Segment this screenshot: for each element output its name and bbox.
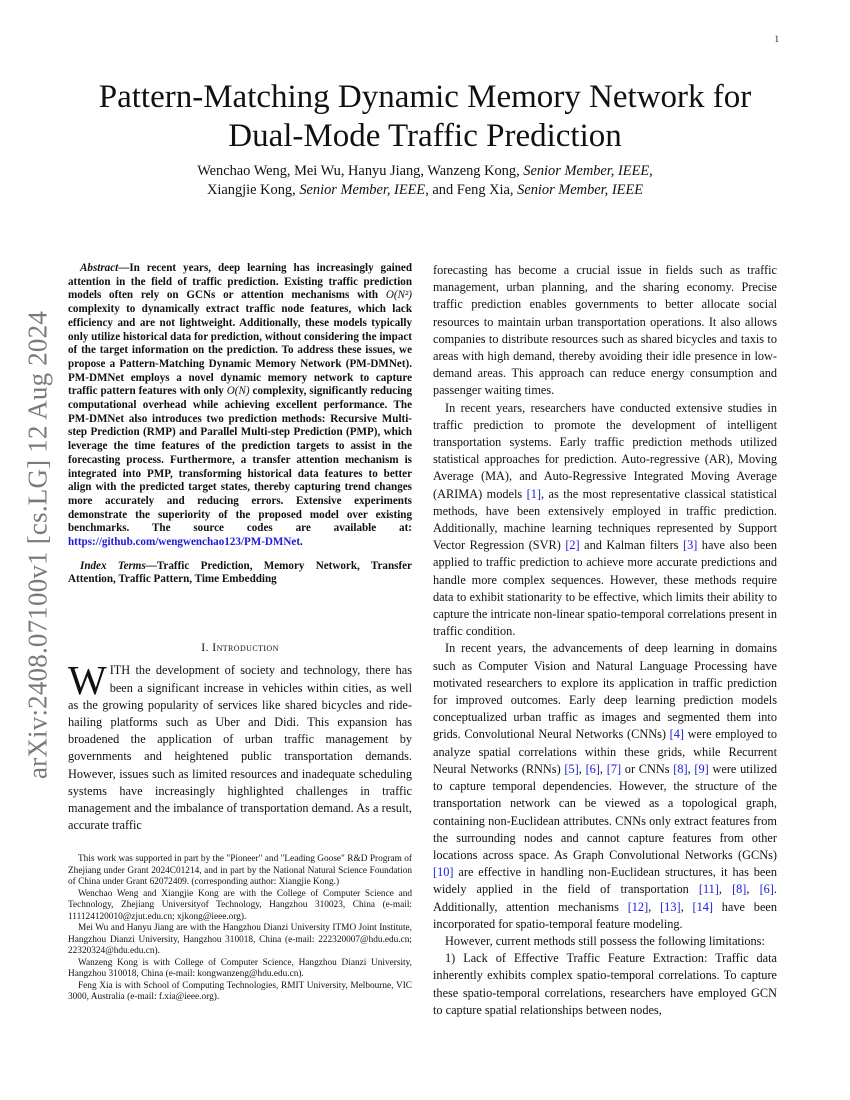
author-membership: Senior Member, IEEE <box>523 163 650 179</box>
right-column <box>433 262 777 1019</box>
citation-link[interactable]: [11] <box>698 882 719 897</box>
body-paragraph <box>433 640 777 932</box>
index-terms-label: Index Terms <box>80 559 146 572</box>
text: have also been applied to traffic prediction to achieve more accurate predictions and handle more complex sequences. However, these methods require data to exhibit stationarity to be effective, which limits their ability to capture the intricate non-linear spatio-temporal correlations present in traffic condition. <box>433 538 777 639</box>
math-complexity: O(N²) <box>385 289 412 302</box>
abstract-end: . <box>300 536 303 549</box>
text: or CNNs <box>621 761 674 776</box>
citation-link[interactable]: [7] <box>606 761 622 776</box>
text: , <box>687 761 695 776</box>
title-line-1: Pattern-Matching Dynamic Memory Network for <box>98 79 752 115</box>
math-complexity: O(N) <box>226 385 250 398</box>
citation-link[interactable]: [8] <box>673 761 688 776</box>
author-names-3: , and Feng Xia, <box>425 182 514 198</box>
index-terms <box>68 560 412 587</box>
abstract-text: —In recent years, deep learning has increasingly gained attention in the field of traffic prediction. Existing traffic prediction models often rely on GCNs or attention mechanisms with <box>68 262 412 302</box>
text: , <box>746 882 760 897</box>
section-heading-introduction <box>68 639 412 656</box>
citation-link[interactable]: [6] <box>759 882 774 897</box>
citation-link[interactable]: [12] <box>627 899 649 914</box>
text: In recent years, the advancements of deep learning in domains such as Computer Vision and Natural Language Processing have motivated researchers to explore its application in traffic prediction for improved outcomes. Early deep learning prediction models conceptualized urban traffic as images and segmented them into grids. Convolutional Neural Networks (CNNs) <box>433 641 777 742</box>
author-list <box>60 162 790 200</box>
footnote: Mei Wu and Hanyu Jiang are with the Hangzhou Dianzi University ITMO Joint Institute, Hangzhou Dianzi University, Hangzhou 310018, China (e-mail: 222320007@hdu.edu.cn; 22320324@hdu.edu.cn). <box>68 923 412 957</box>
abstract <box>68 262 412 550</box>
author-sep: , <box>649 163 653 179</box>
abstract-label: Abstract <box>80 262 119 274</box>
citation-link[interactable]: [14] <box>692 899 713 914</box>
text: , <box>578 761 586 776</box>
author-line-1 <box>60 162 790 181</box>
citation-link[interactable]: [4] <box>669 727 684 742</box>
text: , <box>680 899 693 914</box>
author-line-2 <box>60 181 790 200</box>
abstract-text: complexity, significantly reducing computational overhead while achieving excellent performance. The PM-DMNet also introduces two prediction methods: Recursive Multi-step Prediction (RMP) and Parallel Multi-step Prediction (PMP), which leverage the time features of the prediction targets to assist in the forecasting process. Furthermore, a transfer attention mechanism is integrated into PMP, transforming historical data features to better align with the predicted target states, thereby capturing trend changes more accurately and reducing errors. Extensive experiments demonstrate the superiority of the proposed model over existing benchmarks. The source codes are available at: <box>68 385 412 535</box>
arxiv-stamp-text: arXiv:2408.07100v1 [cs.LG] 12 Aug 2024 <box>22 310 53 780</box>
footnote: Wenchao Weng and Xiangjie Kong are with the College of Computer Science and Technology, Zhejiang Universityof Technology, Hangzhou 310023, China (e-mail: 111124120010@zjut.edu.cn; xjkong@ieee.org). <box>68 888 412 922</box>
citation-link[interactable]: [6] <box>585 761 600 776</box>
citation-link[interactable]: [8] <box>732 882 747 897</box>
text: are effective in handling non-Euclidean structures, it has been widely applied in the field of transportation <box>433 865 777 897</box>
text: , as the most representative classical statistical methods, have been extensively employed in traffic prediction. Additionally, machine learning techniques represented by Support Vector Regression (SVR) <box>433 486 777 553</box>
author-names-1: Wenchao Weng, Mei Wu, Hanyu Jiang, Wanzeng Kong, <box>197 163 520 179</box>
footnote: Wanzeng Kong is with College of Computer Science, Hangzhou Dianzi University, Hangzhou 310018, China (e-mail: kongwanzeng@hdu.edu.cn). <box>68 957 412 980</box>
paper-title <box>60 78 790 156</box>
text: were utilized to capture temporal dependencies. However, the structure of the transportation network can be viewed as a topological graph, containing non-Euclidean attributes. CNNs only extract features from the surrounding nodes and cannot capture features from other locations across space. As Graph Convolutional Networks (GCNs) <box>433 761 777 862</box>
author-names-2: Xiangjie Kong, <box>206 182 296 198</box>
citation-link[interactable]: [2] <box>565 538 580 553</box>
citation-link[interactable]: [9] <box>694 761 709 776</box>
intro-text: ITH the development of society and technology, there has been a significant increase in vehicles within cities, as well as the growing popularity of services like shared bicycles and ride-hailing platforms such as Uber and Didi. This expansion has broadened the application of urban traffic management by governments and heightened public transportation demands. However, issues such as limited resources and inadequate scheduling systems have increasingly highlighted challenges in traffic management and the imbalance of transportation demand. As a result, accurate traffic <box>68 663 412 833</box>
intro-paragraph <box>68 657 412 834</box>
index-terms-text: —Traffic Prediction, Memory Network, Transfer Attention, Traffic Pattern, Time Embedding <box>68 559 412 586</box>
title-line-2: Dual-Mode Traffic Prediction <box>228 118 622 154</box>
citation-link[interactable]: [5] <box>564 761 579 776</box>
section-number: I. <box>201 640 209 655</box>
drop-cap: W <box>68 657 107 704</box>
text: . Additionally, attention mechanisms <box>433 882 777 914</box>
citation-link[interactable]: [10] <box>433 865 454 880</box>
section-title: Introduction <box>212 640 279 655</box>
text: In recent years, researchers have conducted extensive studies in traffic prediction to promote the development of intelligent transportation systems. Early traffic prediction methods utilized statistical approaches for prediction. Auto-regressive (AR), Moving Average (MA), and Auto-Regressive Integrated Moving Average (ARIMA) models <box>433 400 777 501</box>
text: , <box>718 882 733 897</box>
footnotes <box>68 854 412 1004</box>
body-paragraph: However, current methods still possess the following limitations: <box>445 933 765 948</box>
body-paragraph: 1) Lack of Effective Traffic Feature Extraction: Traffic data inherently exhibits complex spatio-temporal correlations. To capture these spatio-temporal correlations, researchers have employed GCN to capture spatial relationships between nodes, <box>433 951 777 1017</box>
body-paragraph: forecasting has become a crucial issue in fields such as traffic management, urban planning, and the sharing economy. Precise traffic prediction enables governments to better allocate social resources to maintain urban transportation operations. It also allows companies to distribute resources such as shared bicycles and taxis to areas with high demand, thereby avoiding their idle presence in low-demand areas. This approach can reduce energy consumption and passenger waiting times. <box>433 263 777 398</box>
body-paragraph <box>433 400 777 641</box>
text: and Kalman filters <box>579 538 683 553</box>
citation-link[interactable]: [13] <box>660 899 681 914</box>
text: have been incorporated for spatio-temporal feature modeling. <box>433 899 778 931</box>
author-membership: Senior Member, IEEE <box>299 182 426 198</box>
source-code-link[interactable]: https://github.com/wengwenchao123/PM-DMNet <box>68 536 301 549</box>
page-number: 1 <box>774 34 779 44</box>
abstract-text: complexity to dynamically extract traffic node features, which lack efficiency and are not lightweight. Additionally, these models typically only utilize historical data for prediction, without considering the impact of the target information on the prediction. To address these issues, we propose a Pattern-Matching Dynamic Memory Network (PM-DMNet). PM-DMNet employs a novel dynamic memory network to capture traffic pattern features with only <box>68 303 412 398</box>
citation-link[interactable]: [1] <box>526 486 541 501</box>
footnote: Feng Xia is with School of Computing Technologies, RMIT University, Melbourne, VIC 3000, Australia (e-mail: f.xia@ieee.org). <box>68 980 412 1003</box>
text: were employed to analyze spatial correlations within these grids, while Recurrent Neural Networks (RNNs) <box>433 727 777 776</box>
citation-link[interactable]: [3] <box>682 538 698 553</box>
footnote: This work was supported in part by the "Pioneer" and "Leading Goose" R&D Program of Zhejiang under Grant 2024C01214, and in part by the National Natural Science Foundation of China under Grant 62072409. (corresponding author: Xiangjie Kong.) <box>68 854 412 888</box>
left-column <box>68 262 412 1004</box>
author-membership: Senior Member, IEEE <box>517 182 644 198</box>
text: , <box>599 761 607 776</box>
text: , <box>648 899 661 914</box>
